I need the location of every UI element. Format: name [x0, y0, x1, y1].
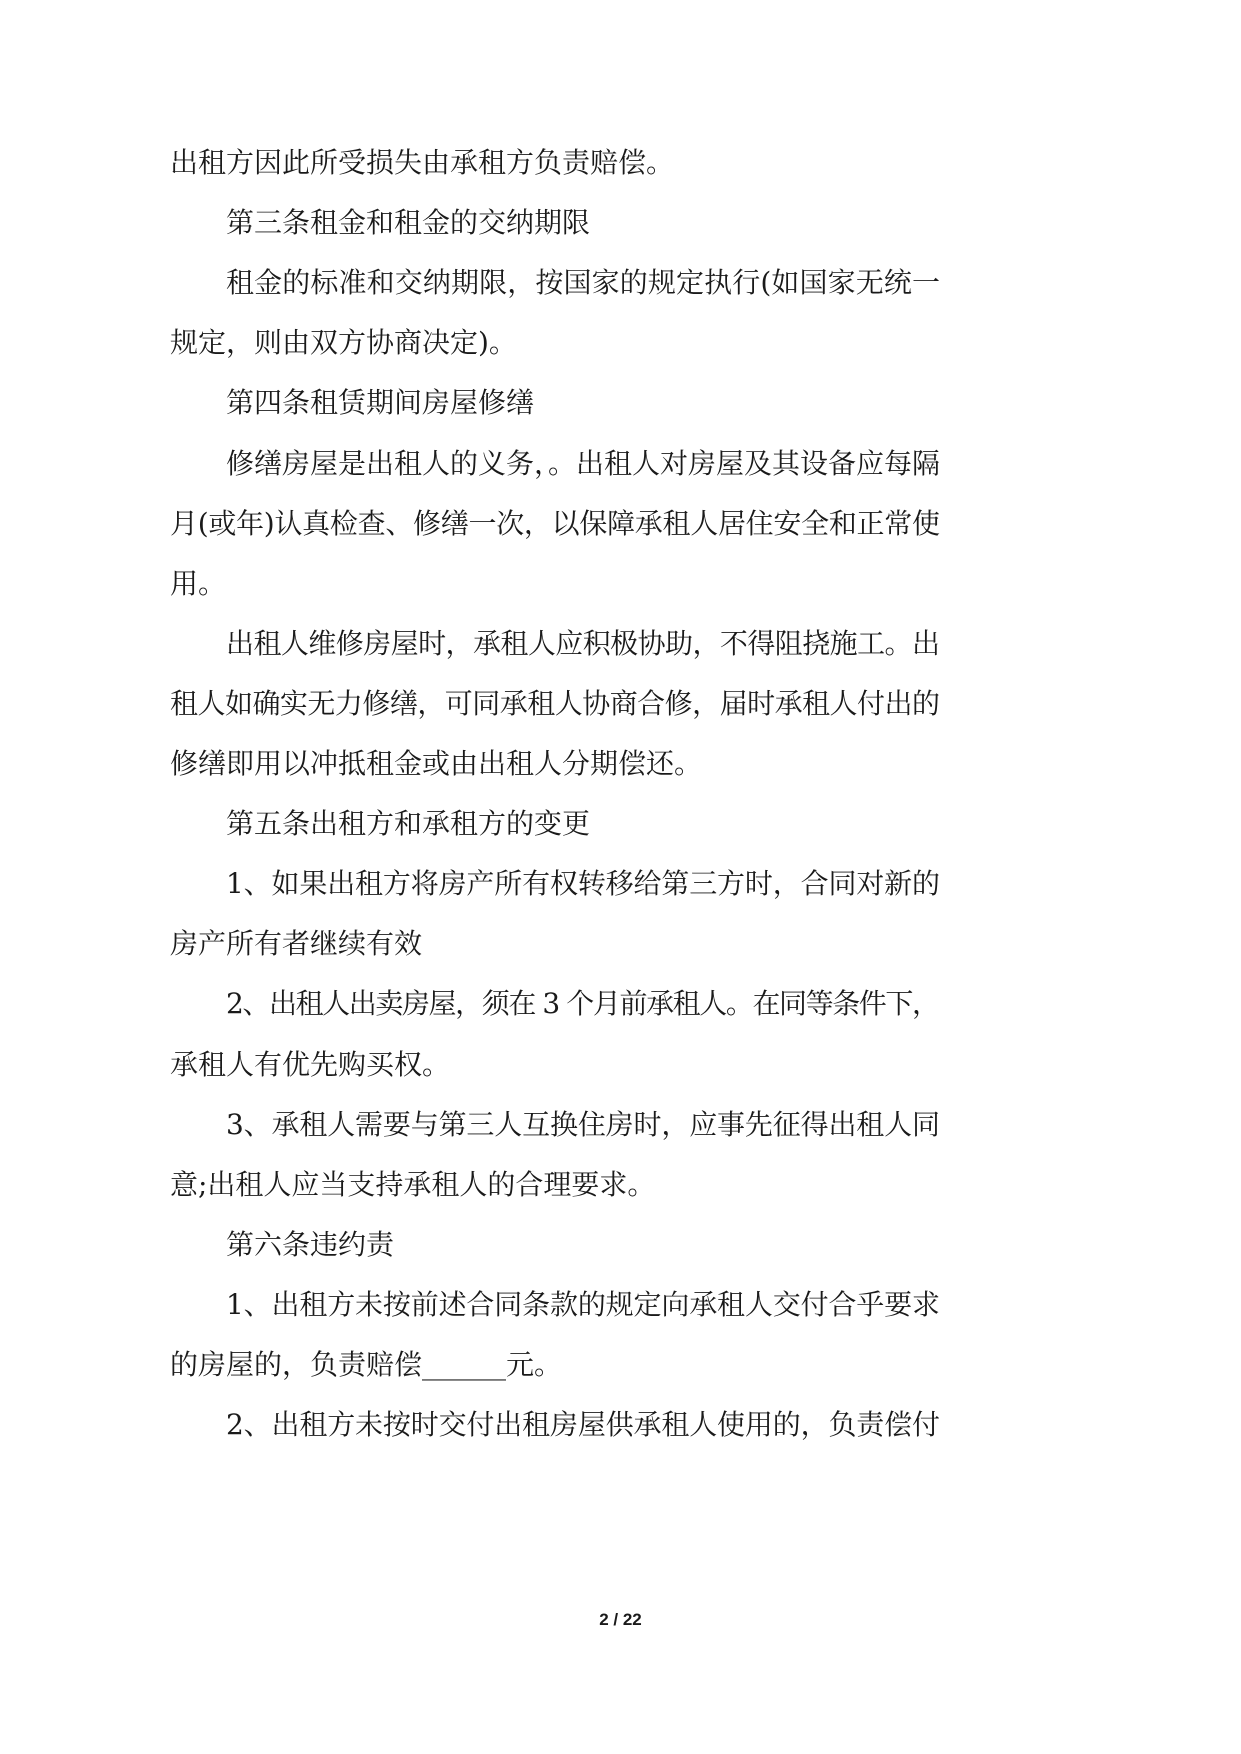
text-line — [0, 624, 1241, 664]
text-line-content: 承租人有优先购买权。 — [170, 1047, 451, 1081]
text-line-content: 第五条出租方和承租方的变更 — [226, 807, 591, 841]
text-line — [0, 444, 1241, 484]
text-line-content: 2、出租人出卖房屋，须在 3 个月前承租人。在同等条件下， — [226, 987, 939, 1021]
text-line-content: 1、出租方未按前述合同条款的规定向承租人交付合乎要求 — [226, 1287, 940, 1321]
text-line — [0, 383, 1241, 423]
text-line-content: 修缮即用以冲抵租金或由出租人分期偿还。 — [170, 747, 703, 780]
text-line — [0, 1165, 1241, 1205]
text-line-content: 用。 — [170, 566, 227, 600]
text-line — [0, 203, 1241, 243]
text-line-content: 规定，则由双方协商决定)。 — [170, 326, 517, 360]
text-line — [0, 1345, 1241, 1385]
text-line — [0, 1045, 1241, 1085]
text-line-content: 修缮房屋是出租人的义务，。出租人对房屋及其设备应每隔 — [226, 446, 940, 480]
text-line — [0, 323, 1241, 363]
page-number: 2 / 22 — [599, 1610, 642, 1629]
text-line-content: 房产所有者继续有效 — [170, 927, 423, 961]
text-line — [0, 504, 1241, 544]
text-line-content: 2、出租方未按时交付出租房屋供承租人使用的，负责偿付 — [226, 1408, 940, 1442]
text-line-content: 1、如果出租方将房产所有权转移给第三方时，合同对新的 — [226, 867, 940, 901]
text-line — [0, 864, 1241, 904]
text-line — [0, 263, 1241, 303]
text-line-content: 出租方因此所受损失由承租方负责赔偿。 — [170, 146, 675, 179]
text-line-content: 租金的标准和交纳期限，按国家的规定执行(如国家无统一 — [226, 266, 941, 300]
text-line-content: 第四条租赁期间房屋修缮 — [226, 386, 535, 420]
text-line — [0, 564, 1241, 604]
text-line-content: 第三条租金和租金的交纳期限 — [226, 206, 591, 240]
text-line — [0, 1105, 1241, 1145]
text-line-content: 第六条违约责 — [226, 1227, 395, 1261]
text-line-content: 3、承租人需要与第三人互换住房时，应事先征得出租人同 — [226, 1107, 940, 1141]
text-line — [0, 744, 1241, 784]
text-line-content: 月(或年)认真检查、修缮一次，以保障承租人居住安全和正常使 — [170, 506, 940, 540]
text-line-content: 的房屋的，负责赔偿______元。 — [170, 1348, 563, 1381]
text-line — [0, 984, 1241, 1024]
text-line — [0, 684, 1241, 724]
text-line-content: 出租人维修房屋时，承租人应积极协助，不得阻挠施工。出 — [226, 626, 940, 660]
text-line — [0, 1225, 1241, 1265]
text-line-content: 租人如确实无力修缮，可同承租人协商合修，届时承租人付出的 — [170, 686, 940, 720]
text-line — [0, 804, 1241, 844]
text-line — [0, 924, 1241, 964]
text-line — [0, 1285, 1241, 1325]
text-line-content: 意;出租人应当支持承租人的合理要求。 — [170, 1167, 656, 1201]
text-line — [0, 143, 1241, 183]
text-line — [0, 1405, 1241, 1445]
